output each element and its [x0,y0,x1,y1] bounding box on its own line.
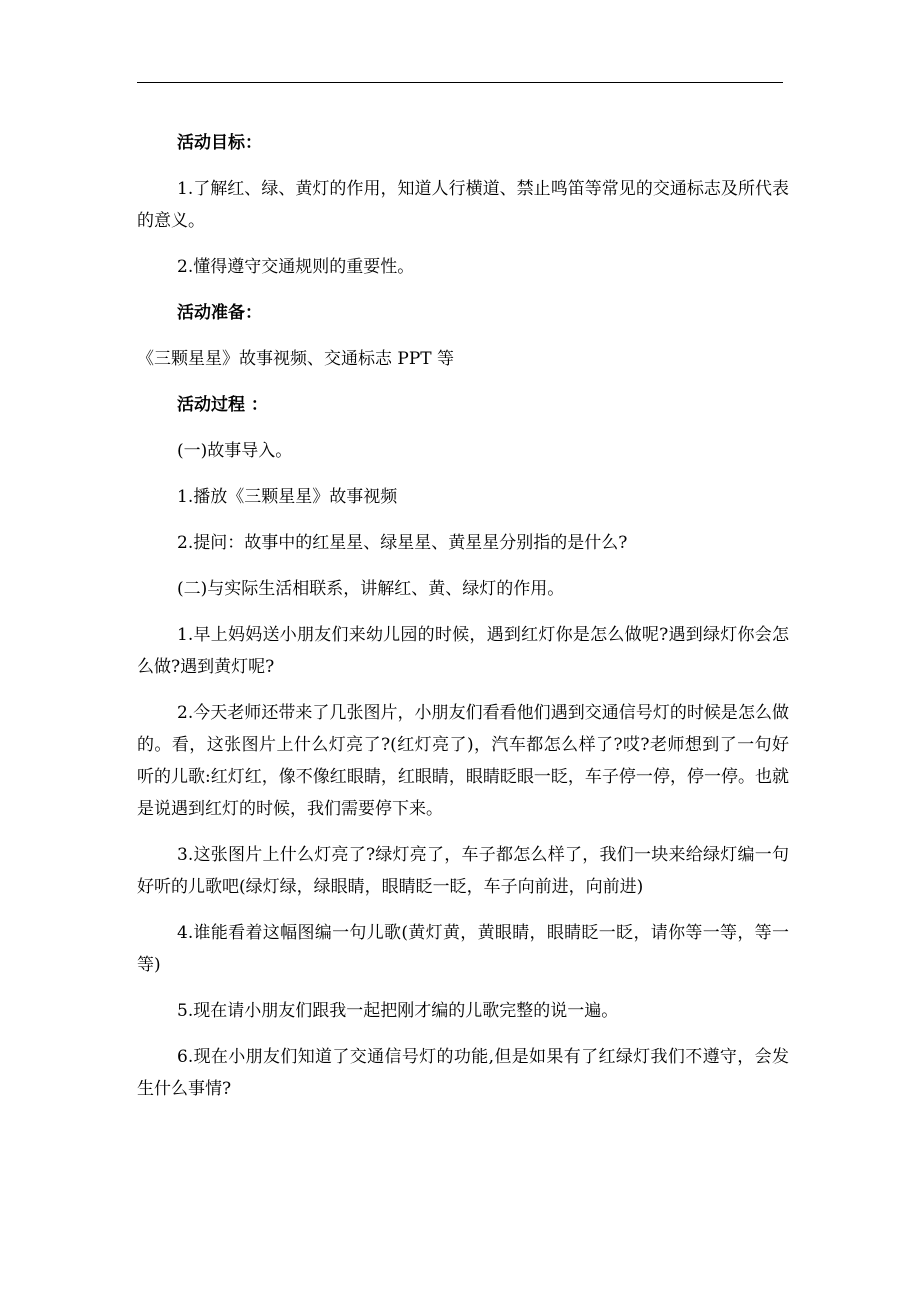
document-body [137,127,789,1119]
heading-activity-goals: 活动目标： [177,133,262,153]
heading-activity-process: 活动过程 ： [177,395,268,415]
paragraph-goal-1: 1.了解红、绿、黄灯的作用，知道人行横道、禁止鸣笛等常见的交通标志及所代表的意义。 [137,179,789,231]
paragraph-step-2-3: 3.这张图片上什么灯亮了?绿灯亮了，车子都怎么样了，我们一块来给绿灯编一句好听的儿歌吧(绿灯绿，绿眼睛，眼睛眨一眨，车子向前进，向前进) [137,845,789,897]
paragraph-step-2-1: 1.早上妈妈送小朋友们来幼儿园的时候，遇到红灯你是怎么做呢?遇到绿灯你会怎么做?遇到黄灯呢? [137,625,789,677]
header-rule [137,82,783,83]
paragraph-step-2-6: 6.现在小朋友们知道了交通信号灯的功能,但是如果有了红绿灯我们不遵守，会发生什么事情? [137,1047,789,1099]
heading-activity-preparation: 活动准备： [177,303,262,323]
paragraph-step-1-1: 1.播放《三颗星星》故事视频 [177,487,398,507]
paragraph-goal-2: 2.懂得遵守交通规则的重要性。 [177,257,415,277]
paragraph-step-2-4: 4.谁能看着这幅图编一句儿歌(黄灯黄，黄眼睛，眼睛眨一眨，请你等一等，等一等) [137,923,789,975]
paragraph-section-2: (二)与实际生活相联系，讲解红、黄、绿灯的作用。 [177,579,565,599]
paragraph-step-2-5: 5.现在请小朋友们跟我一起把刚才编的儿歌完整的说一遍。 [177,1001,619,1021]
paragraph-step-2-2: 2.今天老师还带来了几张图片，小朋友们看看他们遇到交通信号灯的时候是怎么做的。看，这张图片上什么灯亮了?(红灯亮了)，汽车都怎么样了?哎?老师想到了一句好听的儿歌:红灯红，像不像红眼睛，红眼睛，眼睛眨眼一眨，车子停一停，停一停。也就是说遇到红灯的时候，我们需要停下来。 [137,703,789,819]
paragraph-preparation: 《三颗星星》故事视频、交通标志 PPT 等 [137,349,455,369]
paragraph-section-1: (一)故事导入。 [177,441,293,461]
paragraph-step-1-2: 2.提问：故事中的红星星、绿星星、黄星星分别指的是什么? [177,533,628,553]
